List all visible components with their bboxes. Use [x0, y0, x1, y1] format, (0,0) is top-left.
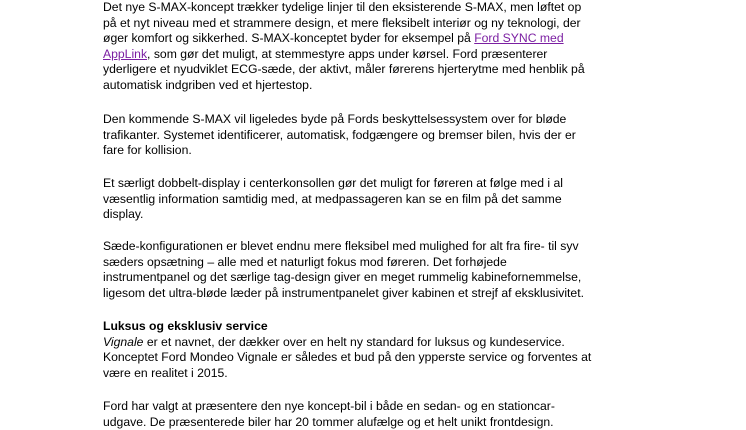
applink-link[interactable]: AppLink [103, 47, 147, 61]
text-line: ligesom det ultra-bløde læder på instrumentpanelet giver kabinen et strejf af eksklusivitet. [103, 286, 584, 302]
ford-sync-link[interactable]: Ford SYNC med [474, 31, 563, 45]
text-line: udgave. De præsenterede biler har 20 tommer alufælge og et helt unikt frontdesign. [103, 415, 555, 430]
section-luxury-service [103, 319, 591, 381]
vignale-term: Vignale [103, 335, 143, 349]
text-line: Et særligt dobbelt-display i centerkonsollen gør det muligt for føreren at følge med i al [103, 176, 563, 192]
text-line: være en realitet i 2015. [103, 366, 591, 382]
section-heading: Luksus og eksklusiv service [103, 319, 591, 335]
paragraph-pedestrian-protection [103, 112, 576, 159]
text-span: øger komfort og sikkerhed. S-MAX-konceptet byder for eksempel på [103, 31, 474, 45]
text-line: instrumentpanel og det særlige tag-design giver en meget rummelig kabinefornemmelse, [103, 270, 584, 286]
text-line: automatisk indgriben ved et hjertestop. [103, 78, 585, 94]
paragraph-dual-display [103, 176, 563, 223]
text-line [103, 335, 591, 351]
text-line: Sæde-konfigurationen er blevet endnu mere fleksibel med mulighed for alt fra fire- til syv [103, 239, 584, 255]
text-line: display. [103, 207, 563, 223]
text-line: Det nye S-MAX-koncept trækker tydelige linjer til den eksisterende S-MAX, men løftet op [103, 0, 585, 16]
text-line: Ford har valgt at præsentere den nye koncept-bil i både en sedan- og en stationcar- [103, 399, 555, 415]
paragraph-sedan-stationcar [103, 399, 555, 430]
text-span: , som gør det muligt, at stemmestyre apps under kørsel. Ford præsenterer [147, 47, 547, 61]
text-line: væsentlig information samtidig med, at medpassageren kan se en film på det samme [103, 192, 563, 208]
paragraph-seat-configuration [103, 239, 584, 301]
text-line: Konceptet Ford Mondeo Vignale er således et bud på den ypperste service og forventes at [103, 350, 591, 366]
text-line: trafikanter. Systemet identificerer, automatisk, fodgængere og bremser bilen, hvis der er [103, 128, 576, 144]
text-span: er et navnet, der dækker over en helt ny standard for luksus og kundeservice. [143, 335, 564, 349]
text-line: yderligere et nyudviklet ECG-sæde, der aktivt, måler førerens hjerterytme med henblik på [103, 62, 585, 78]
text-line [103, 31, 585, 47]
text-line: fare for kollision. [103, 143, 576, 159]
text-line: på et nyt niveau med et strammere design, et mere fleksibelt interiør og ny teknologi, der [103, 16, 585, 32]
text-line [103, 47, 585, 63]
text-line: Den kommende S-MAX vil ligeledes byde på Fords beskyttelsessystem over for bløde [103, 112, 576, 128]
paragraph-smax-concept [103, 0, 585, 93]
text-line: sæders opsætning – alle med et naturligt fokus mod føreren. Det forhøjede [103, 255, 584, 271]
